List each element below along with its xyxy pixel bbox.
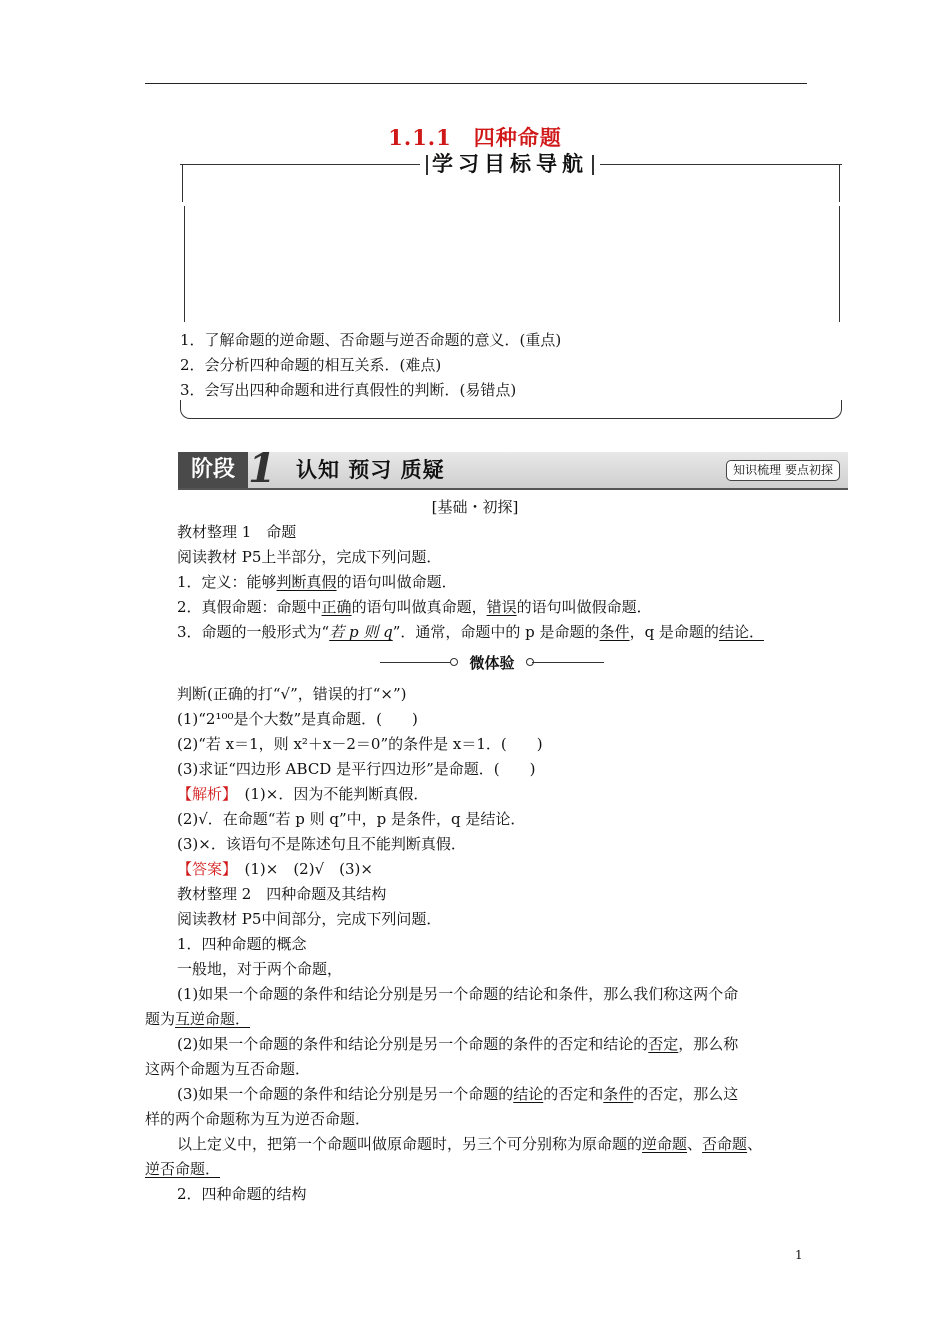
goal-box-inner-left: [184, 206, 185, 322]
header-rule: [145, 83, 807, 84]
quiz-intro: 判断(正确的打“√”，错误的打“×”): [177, 685, 407, 703]
section-title: 1.1.1 四种命题: [388, 125, 562, 150]
s1-line1: 1．定义：能够判断真假的语句叫做命题．: [177, 573, 457, 591]
goal-item: 2．会分析四种命题的相互关系．(难点): [180, 356, 442, 374]
goal-box-left-edge: [182, 164, 183, 202]
quiz-question: (1)“2¹⁰⁰是个大数”是真命题．( ): [177, 710, 418, 728]
goal-box-inner-right: [839, 206, 840, 322]
basic-label: [基础・初探]: [431, 498, 519, 516]
s2-paragraph-4: 以上定义中，把第一个命题叫做原命题时，另三个可分别称为原命题的逆命题、否命题、 逆否命题．: [145, 1135, 763, 1178]
stage-label: 阶段: [178, 452, 248, 488]
stage-banner: [178, 445, 848, 492]
quiz-question: (2)“若 x＝1，则 x²＋x－2＝0”的条件是 x＝1．( ): [177, 735, 543, 753]
s2-paragraph-3: (3)如果一个命题的条件和结论分别是另一个命题的结论的否定和条件的否定，那么这 样的两个命题称为互为逆否命题．: [145, 1085, 739, 1128]
analysis-line: (3)×．该语句不是陈述句且不能判断真假．: [177, 835, 466, 853]
analysis-line: 【解析】 (1)×．因为不能判断真假．: [177, 785, 429, 803]
s2-intro: 阅读教材 P5中间部分，完成下列问题．: [177, 910, 442, 928]
answer-line: 【答案】 (1)× (2)√ (3)×: [177, 860, 373, 878]
micro-experience-divider: [380, 652, 604, 674]
goal-header-text: 学习目标导航: [432, 152, 588, 176]
goal-item: 3．会写出四种命题和进行真假性的判断．(易错点): [180, 381, 517, 399]
s2-paragraph-2: (2)如果一个命题的条件和结论分别是另一个命题的条件的否定和结论的否定，那么称 这两个命题为互否命题．: [145, 1035, 739, 1078]
s1-line3: 3．命题的一般形式为“若 p 则 q”．通常，命题中的 p 是命题的条件，q 是命题的结论．: [177, 623, 764, 641]
s1-line2: 2．真假命题：命题中正确的语句叫做真命题，错误的语句叫做假命题．: [177, 598, 652, 616]
goal-box-right-edge: [839, 164, 840, 202]
page-number: 1: [795, 1248, 803, 1262]
s2-paragraph-1: (1)如果一个命题的条件和结论分别是另一个命题的结论和条件，那么我们称这两个命 题为互逆命题．: [145, 985, 739, 1028]
s1-heading: 教材整理 1 命题: [177, 523, 297, 541]
answer-tag: 【答案】: [177, 860, 230, 878]
stage-number: 1: [248, 445, 276, 492]
analysis-tag: 【解析】: [177, 785, 230, 803]
learning-goals-box: [180, 150, 842, 420]
s2-sub1: 1．四种命题的概念: [177, 935, 307, 953]
s2-general: 一般地，对于两个命题，: [177, 960, 343, 978]
quiz-question: (3)求证“四边形 ABCD 是平行四边形”是命题．( ): [177, 760, 536, 778]
s1-intro: 阅读教材 P5上半部分，完成下列问题．: [177, 548, 442, 566]
stage-tag: 知识梳理 要点初探: [726, 460, 840, 481]
s2-sub2: 2．四种命题的结构: [177, 1185, 307, 1203]
goal-item: 1．了解命题的逆命题、否命题与逆否命题的意义．(重点): [180, 331, 562, 349]
goal-header: [420, 148, 600, 178]
s2-heading: 教材整理 2 四种命题及其结构: [177, 885, 387, 903]
micro-experience-label: 微体验: [469, 654, 515, 672]
stage-title: 认知 预习 质疑: [296, 458, 445, 482]
goal-list: [180, 328, 561, 403]
analysis-line: (2)√．在命题“若 p 则 q”中，p 是条件，q 是结论．: [177, 810, 526, 828]
goal-box-bottom: [180, 400, 842, 419]
